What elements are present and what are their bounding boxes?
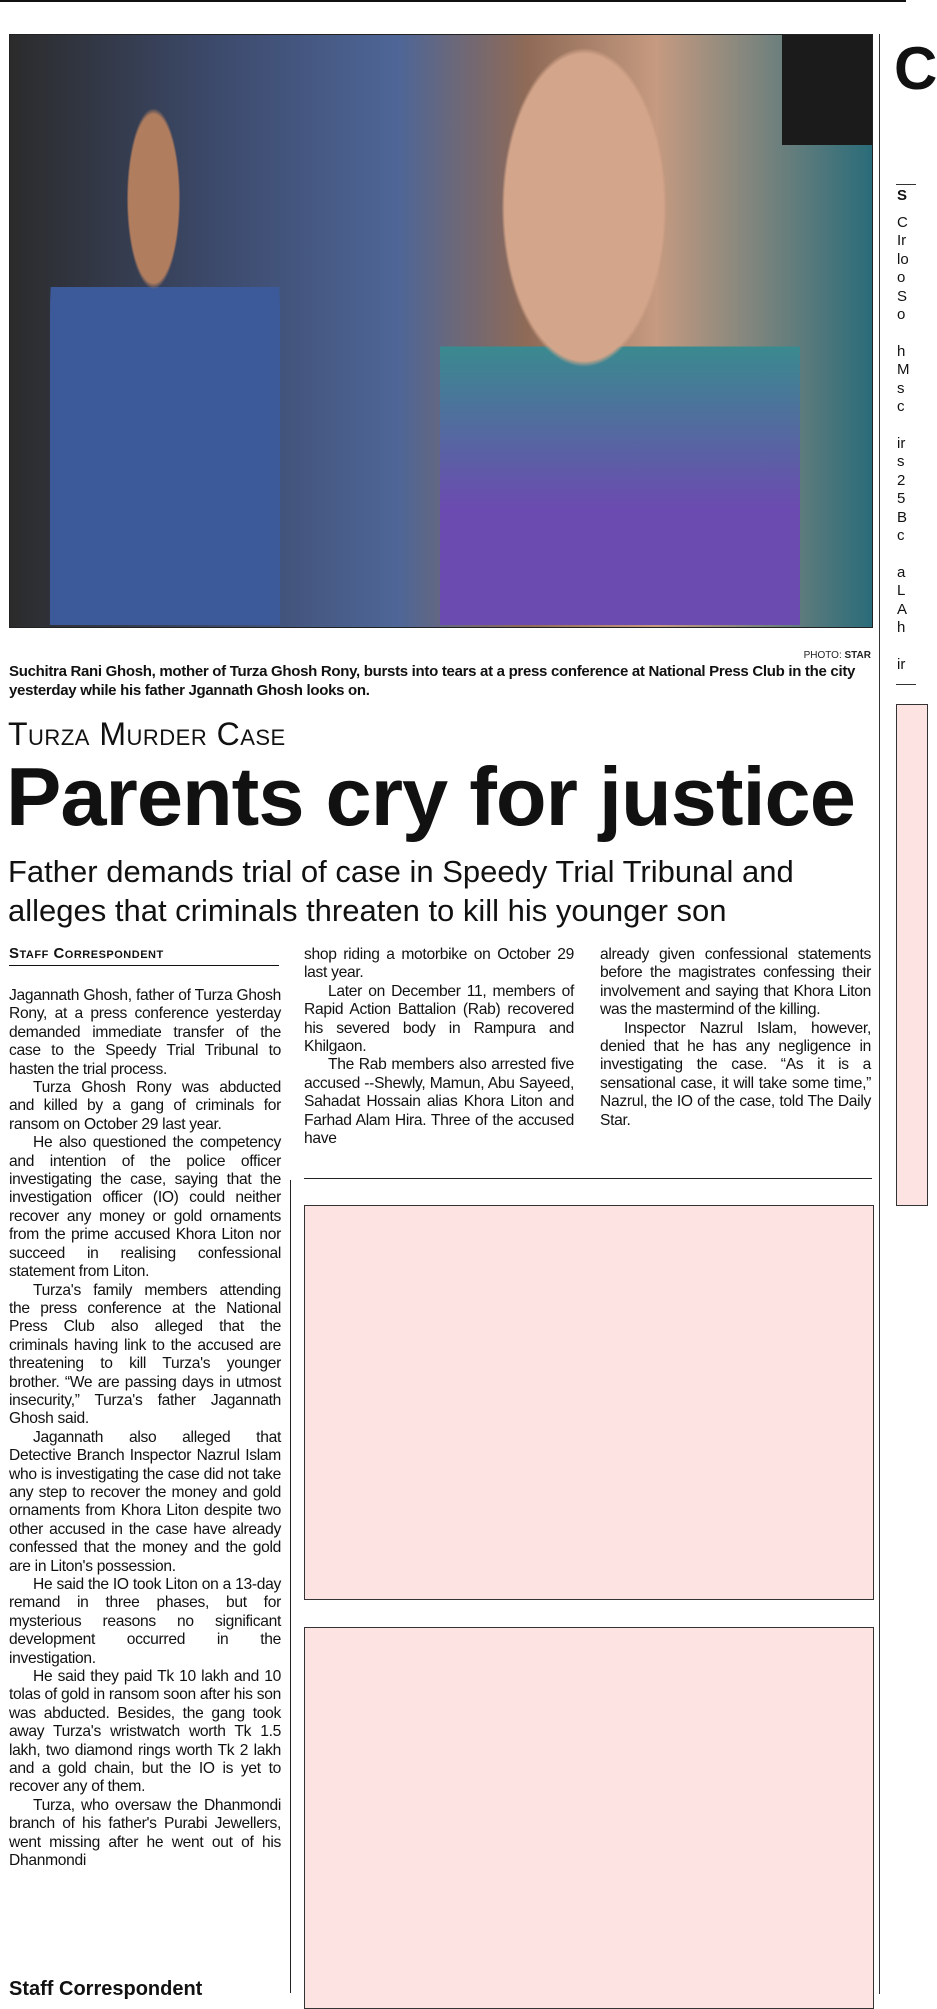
headline: Parents cry for justice — [6, 750, 855, 843]
paragraph: Inspector Nazrul Islam, however, denied that he has any negligence in investigating the case. “As it is a sensational case, it will take some time,” Nazrul, the IO of the case, told The Daily Star. — [600, 1019, 871, 1129]
paragraph: Jagannath also alleged that Detective Branch Inspector Nazrul Islam who is investigating the case did not take any step to recover the money and gold ornaments from Khora Liton despite two other accused in the case have already confessed that the money and the gold are in Liton's possession. — [9, 1428, 281, 1575]
adjacent-heading: S — [897, 187, 908, 204]
paragraph: Turza Ghosh Rony was abducted and killed by a gang of criminals for ransom on October 29 last year. — [9, 1079, 281, 1133]
paragraph: Turza, who oversaw the Dhanmondi branch of his father's Purabi Jewellers, went missing after he went out of his Dhanmondi — [9, 1796, 281, 1870]
paragraph: He said they paid Tk 10 lakh and 10 tolas of gold in ransom soon after his son was abducted. Besides, the gang took away Turza's wristwatch worth Tk 1.5 lakh, two diamond rings worth Tk 2 lakh and a gold chain, but the IO is yet to recover any of them. — [9, 1668, 281, 1796]
article-column-2 — [304, 946, 574, 1148]
adjacent-article-fragment — [879, 34, 937, 1994]
paragraph: The Rab members also arrested five accused --Shewly, Mamun, Abu Sayeed, Sahadat Hossain alias Khora Liton and Farhad Alam Hira. Three of the accused have — [304, 1056, 574, 1148]
paragraph: Later on December 11, members of Rapid Action Battalion (Rab) recovered his severed body in Rampura and Khilgaon. — [304, 982, 574, 1056]
article-column-1 — [9, 987, 281, 1871]
adjacent-ad-placeholder — [896, 704, 928, 1206]
adjacent-headline-fragment: C — [894, 35, 937, 102]
paragraph: Jagannath Ghosh, father of Turza Ghosh Rony, at a press conference yesterday demanded immediate transfer of the case to the Speedy Trial Tribunal to hasten the trial process. — [9, 987, 281, 1078]
paragraph: already given confessional statements before the magistrates confessing their involvement and saying that Khora Liton was the mastermind of the killing. — [600, 946, 871, 1019]
paragraph: shop riding a motorbike on October 29 last year. — [304, 946, 574, 982]
adjacent-rule — [896, 184, 916, 185]
photo-credit-source: STAR — [844, 650, 871, 661]
top-rule — [0, 0, 906, 2]
byline: Staff Correspondent — [9, 945, 279, 966]
paragraph: Turza's family members attending the press conference at the National Press Club also alleged that the criminals having link to the accused are threatening to kill Turza's younger brother. “We are passing days in utmost insecurity,” Turza's father Jagannath Ghosh said. — [9, 1281, 281, 1428]
article-column-3 — [600, 946, 871, 1130]
photo-credit-label: PHOTO: — [803, 650, 842, 661]
deck: Father demands trial of case in Speedy Trial Tribunal and alleges that criminals threaten to kill his younger son — [8, 854, 794, 928]
next-article-byline-fragment: Staff Correspondent — [9, 1978, 203, 2000]
kicker: Turza Murder Case — [8, 716, 286, 752]
news-photo — [9, 34, 873, 628]
ad-placeholder-2 — [304, 1627, 874, 2009]
paragraph: He said the IO took Liton on a 13-day remand in three phases, but for mysterious reasons no significant development occurred in the investigation. — [9, 1576, 281, 1667]
photo-caption: Suchitra Rani Ghosh, mother of Turza Ghosh Rony, bursts into tears at a press conference at National Press Club in the city yesterday while his father Jgannath Ghosh looks on. — [9, 663, 856, 699]
adjacent-text-fragment: S C Ir lo o S o h M s c ir s 2 5 B c a L A h ir — [897, 187, 910, 673]
column-divider — [290, 1180, 291, 1993]
adjacent-rule — [896, 684, 916, 685]
photo-background-sign — [782, 35, 872, 145]
paragraph: He also questioned the competency and intention of the police officer investigating the case, saying that the investigation officer (IO) could neither recover any money or gold ornaments from the prime accused Khora Liton nor succeed in realising confessional statement from Liton. — [9, 1134, 281, 1281]
photo-figure-mother — [440, 45, 800, 625]
section-divider — [304, 1178, 872, 1179]
ad-placeholder-1 — [304, 1205, 874, 1600]
photo-figure-father — [50, 105, 280, 625]
photo-credit — [804, 650, 871, 661]
